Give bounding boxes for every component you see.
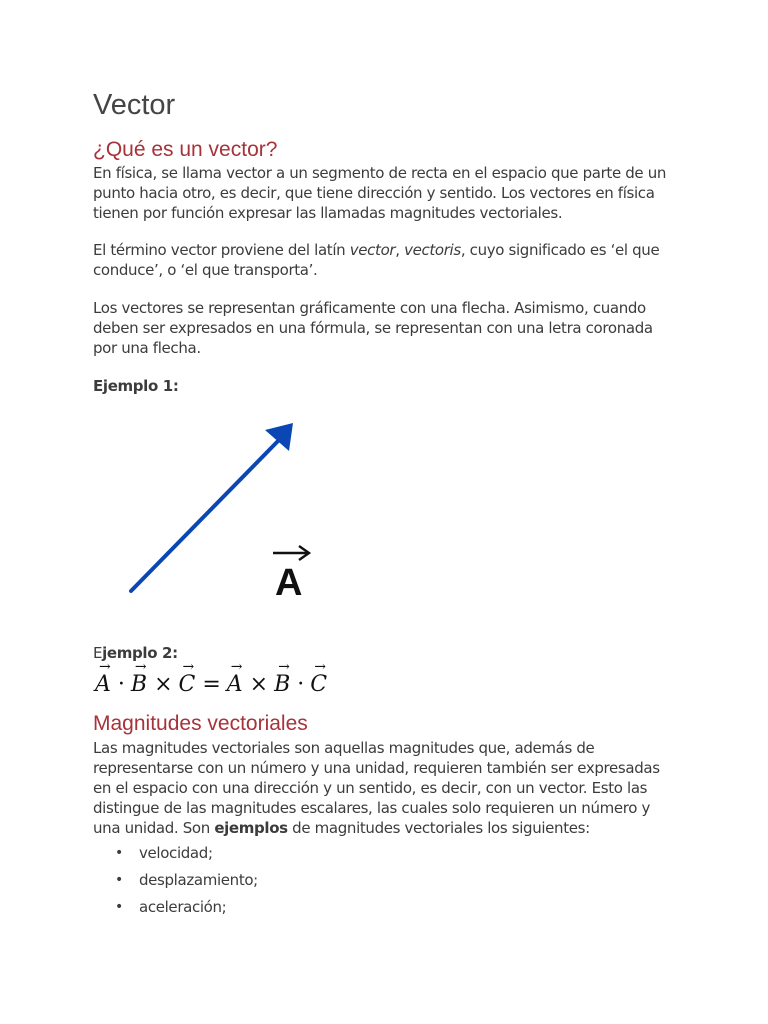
- text: E: [93, 644, 103, 662]
- vector-arrow-head: [265, 423, 293, 451]
- paragraph-representation: Los vectores se representan gráficamente con una flecha. Asimismo, cuando deben ser expresados en una fórmula, se representan con una letra coronada por una flecha.: [93, 299, 653, 357]
- formula-vector-c: → C: [179, 672, 196, 697]
- text: , cuyo significado es ‘el que conduce’, o ‘el que transporta’.: [93, 241, 660, 279]
- document-page: [93, 88, 673, 916]
- page-title: Vector: [93, 89, 176, 121]
- text: Las magnitudes vectoriales son aquellas magnitudes que, además de representarse con un número y una unidad, requieren también ser expresadas en el espacio con una dirección y un sentido, es decir, con un vector. Esto las distingue de las magnitudes escalares, las cuales solo requieren un número y una unidad. Son: [93, 739, 660, 837]
- formula-dot: ·: [297, 672, 305, 697]
- text: de magnitudes vectoriales los siguientes:: [287, 819, 590, 837]
- text-bold: jemplo 2:: [102, 644, 178, 662]
- italic-word-vector: vector: [349, 241, 396, 259]
- formula-cross: ×: [154, 672, 173, 697]
- section-heading-vector-magnitudes: Magnitudes vectoriales: [93, 712, 308, 735]
- formula-vector-c: → C: [310, 672, 327, 697]
- list-item: [93, 897, 258, 924]
- formula-equals: =: [202, 672, 221, 697]
- vector-arrow-diagram: [113, 413, 343, 613]
- formula-vector-a: → A: [95, 672, 111, 697]
- formula-cross: ×: [249, 672, 269, 697]
- bullet-icon: •: [115, 872, 123, 888]
- bold-word-ejemplos: ejemplos: [214, 819, 288, 837]
- paragraph-definition: En física, se llama vector a un segmento de recta en el espacio que parte de un punto hacia otro, es decir, que tiene dirección y sentido. Los vectores en física tienen por función expresar las llamadas magnitudes vectoriales.: [93, 164, 667, 222]
- formula-vector-b: → B: [274, 672, 290, 697]
- paragraph-etymology: [93, 240, 673, 280]
- list-item-text: aceleración;: [139, 898, 227, 916]
- examples-list: [93, 843, 258, 924]
- text: El término vector proviene del latín: [93, 241, 350, 259]
- section-heading-what-is-vector: ¿Qué es un vector?: [93, 138, 278, 161]
- list-item: [93, 870, 258, 897]
- text: ,: [395, 241, 405, 259]
- italic-word-vectoris: vectoris: [404, 241, 461, 259]
- vector-arrow-shaft: [131, 441, 278, 591]
- vector-formula: [95, 665, 328, 697]
- formula-vector-a: → A: [227, 672, 243, 697]
- example-1-label: Ejemplo 1:: [93, 377, 179, 395]
- list-item: [93, 843, 258, 870]
- list-item-text: desplazamiento;: [139, 871, 258, 889]
- formula-vector-b: → B: [131, 672, 147, 697]
- vector-label-a: A: [275, 562, 303, 604]
- formula-dot: ·: [117, 672, 125, 697]
- list-item-text: velocidad;: [139, 844, 213, 862]
- paragraph-magnitudes: [93, 738, 673, 838]
- bullet-icon: •: [115, 845, 123, 861]
- bullet-icon: •: [115, 899, 123, 915]
